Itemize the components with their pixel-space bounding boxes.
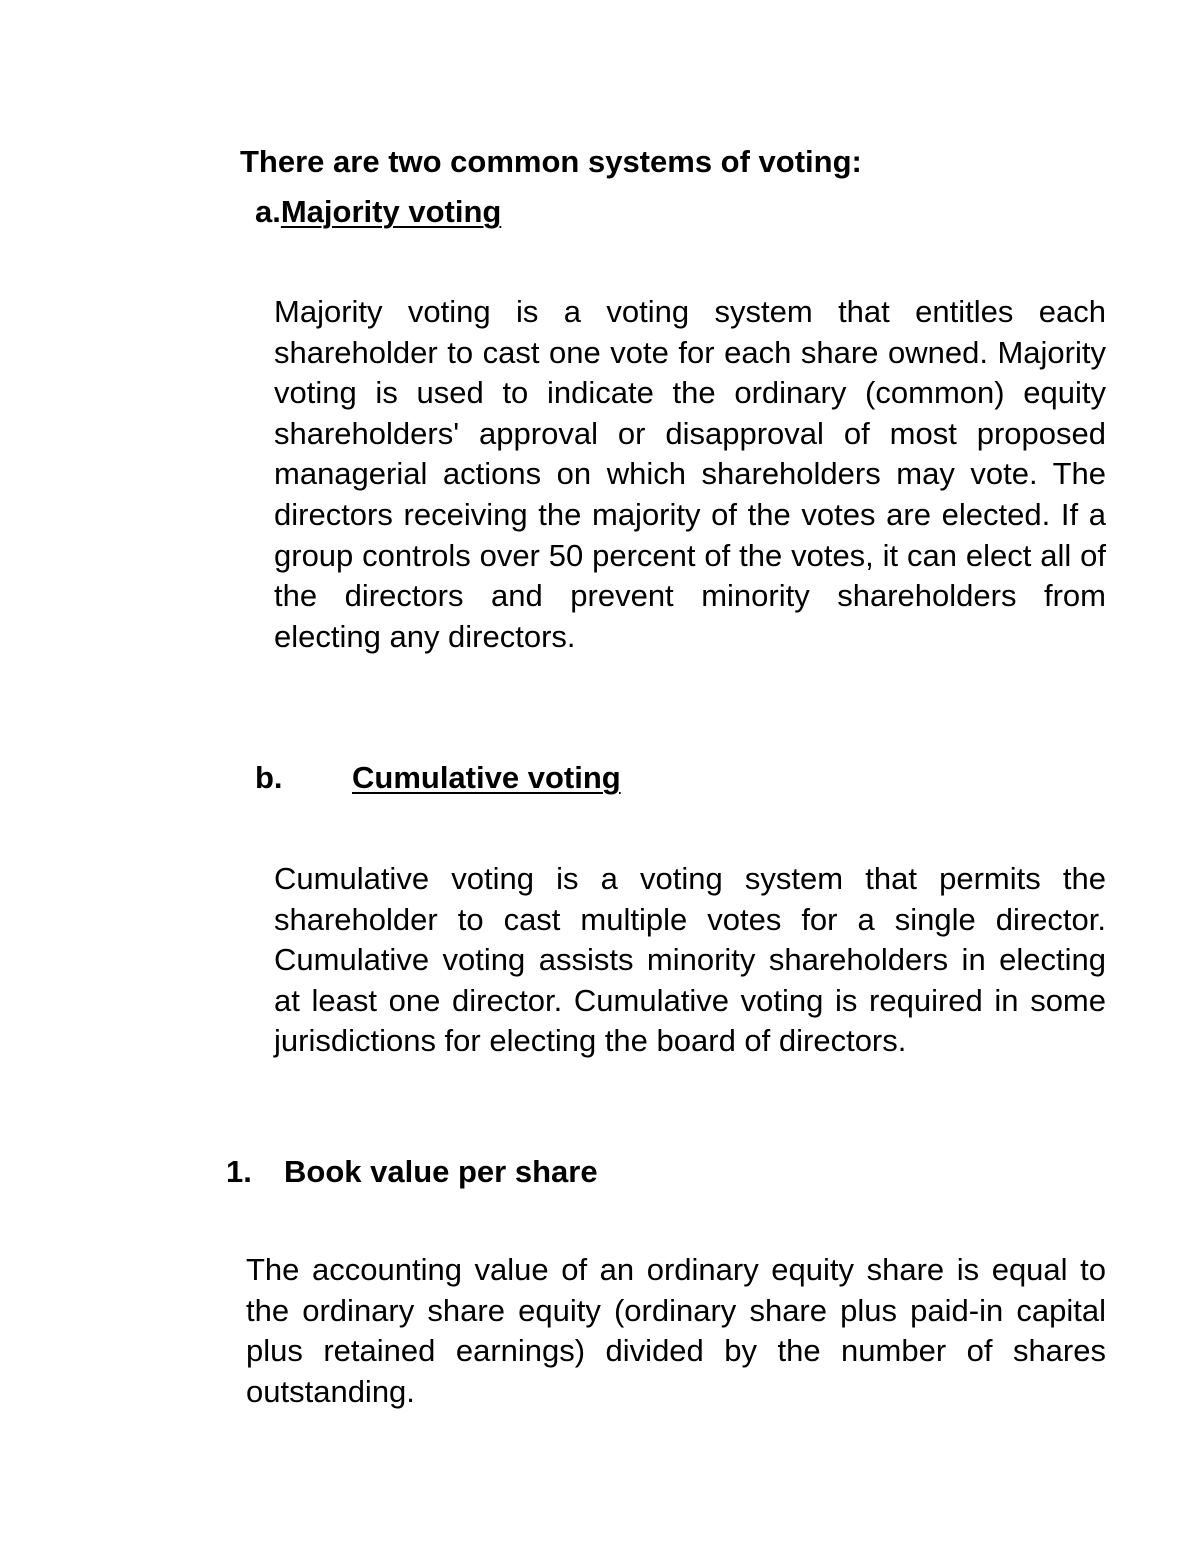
- section-a-paragraph: Majority voting is a voting system that entitles each shareholder to cast one vote for each share owned. Majority voting is used to indicate the ordinary (common) equity shareholders' approval or disapproval of most proposed managerial actions on which shareholders may vote. The directors receiving the majority of the votes are elected. If a group controls over 50 percent of the votes, it can elect all of the directors and prevent minority shareholders from electing any directors.: [274, 294, 1106, 654]
- section-1-marker: 1.: [226, 1154, 252, 1189]
- section-a-heading: [255, 192, 501, 232]
- intro-heading: [240, 142, 862, 182]
- intro-title: There are two common systems of voting:: [240, 144, 862, 179]
- section-a-title: Majority voting: [280, 194, 502, 229]
- section-b-paragraph: Cumulative voting is a voting system that permits the shareholder to cast multiple votes for a single director. Cumulative voting assists minority shareholders in electing at least one director. Cumulative voting is required in some jurisdictions for electing the board of directors.: [274, 861, 1106, 1059]
- section-b-heading: [255, 758, 621, 798]
- section-b-marker: b.: [255, 760, 283, 795]
- section-1-title: Book value per share: [284, 1154, 598, 1189]
- section-b-title: Cumulative voting: [352, 760, 621, 795]
- section-1-paragraph: The accounting value of an ordinary equity share is equal to the ordinary share equity (ordinary share plus paid-in capital plus retained earnings) divided by the number of shares outstanding.: [246, 1252, 1106, 1409]
- section-1-heading: [226, 1152, 598, 1192]
- section-a-marker: a.: [255, 194, 281, 229]
